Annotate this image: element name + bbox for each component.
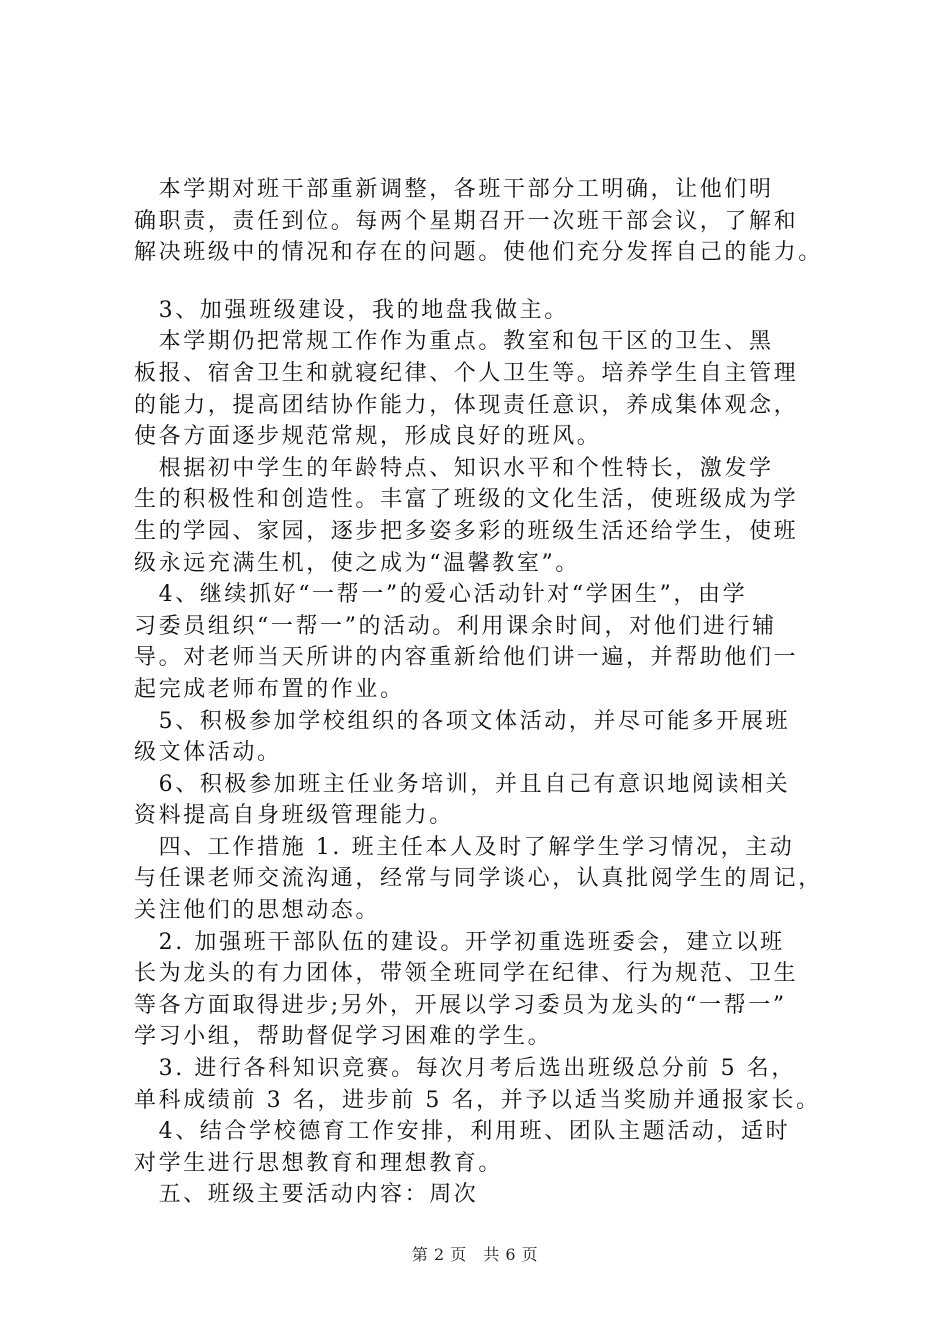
text-line: 级永远充满生机，使之成为“温馨教室”。 [134,550,580,576]
text-line: 生的积极性和创造性。丰富了班级的文化生活，使班级成为学 [134,487,799,513]
text-line: 关注他们的思想动态。 [134,898,381,924]
text-line: 四、工作措施 1. 班主任本人及时了解学生学习情况，主动 [134,834,795,860]
text-line: 导。对老师当天所讲的内容重新给他们讲一遍，并帮助他们一 [134,645,799,671]
text-line: 2. 加强班干部队伍的建设。开学初重选班委会，建立以班 [134,929,785,955]
page-footer: 第 2 页 共 6 页 [411,1245,539,1264]
text-line: 根据初中学生的年龄特点、知识水平和个性特长，激发学 [134,455,774,481]
text-line: 3、加强班级建设，我的地盘我做主。 [134,297,569,323]
text-line: 板报、宿舍卫生和就寝纪律、个人卫生等。培养学生自主管理 [134,360,799,386]
document-body [134,174,846,1211]
text-line: 5、积极参加学校组织的各项文体活动，并尽可能多开展班 [134,708,791,734]
text-line: 等各方面取得进步;另外，开展以学习委员为龙头的“一帮一” [134,992,787,1018]
text-line: 生的学园、家园，逐步把多姿多彩的班级生活还给学生，使班 [134,518,799,544]
text-line: 4、结合学校德育工作安排，利用班、团队主题活动，适时 [134,1119,791,1145]
text-line: 起完成老师布置的作业。 [134,676,405,702]
paragraph-gap [134,269,846,295]
text-line: 单科成绩前 3 名，进步前 5 名，并予以适当奖励并通报家长。 [134,1087,821,1113]
text-line: 对学生进行思想教育和理想教育。 [134,1150,504,1176]
text-line: 习委员组织“一帮一”的活动。利用课余时间，对他们进行辅 [134,613,777,639]
text-line: 使各方面逐步规范常规，形成良好的班风。 [134,424,602,450]
text-line: 与任课老师交流沟通，经常与同学谈心，认真批阅学生的周记， [134,866,823,892]
text-line: 长为龙头的有力团体，带领全班同学在纪律、行为规范、卫生 [134,961,799,987]
text-line: 资料提高自身班级管理能力。 [134,803,454,829]
text-line: 3. 进行各科知识竞赛。每次月考后选出班级总分前 5 名， [134,1056,796,1082]
text-line: 6、积极参加班主任业务培训，并且自己有意识地阅读相关 [134,771,791,797]
text-line: 确职责，责任到位。每两个星期召开一次班干部会议，了解和 [134,208,799,234]
text-line: 级文体活动。 [134,740,282,766]
text-line: 的能力，提高团结协作能力，体现责任意识，养成集体观念， [134,392,799,418]
text-line: 解决班级中的情况和存在的问题。使他们充分发挥自己的能力。 [134,240,823,266]
text-line: 本学期仍把常规工作作为重点。教室和包干区的卫生、黑 [134,329,774,355]
text-line: 本学期对班干部重新调整，各班干部分工明确，让他们明 [134,177,774,202]
text-line: 五、班级主要活动内容：周次 [134,1182,479,1208]
text-line: 4、继续抓好“一帮一”的爱心活动针对“学困生”，由学 [134,582,748,608]
text-line: 学习小组，帮助督促学习困难的学生。 [134,1024,553,1050]
